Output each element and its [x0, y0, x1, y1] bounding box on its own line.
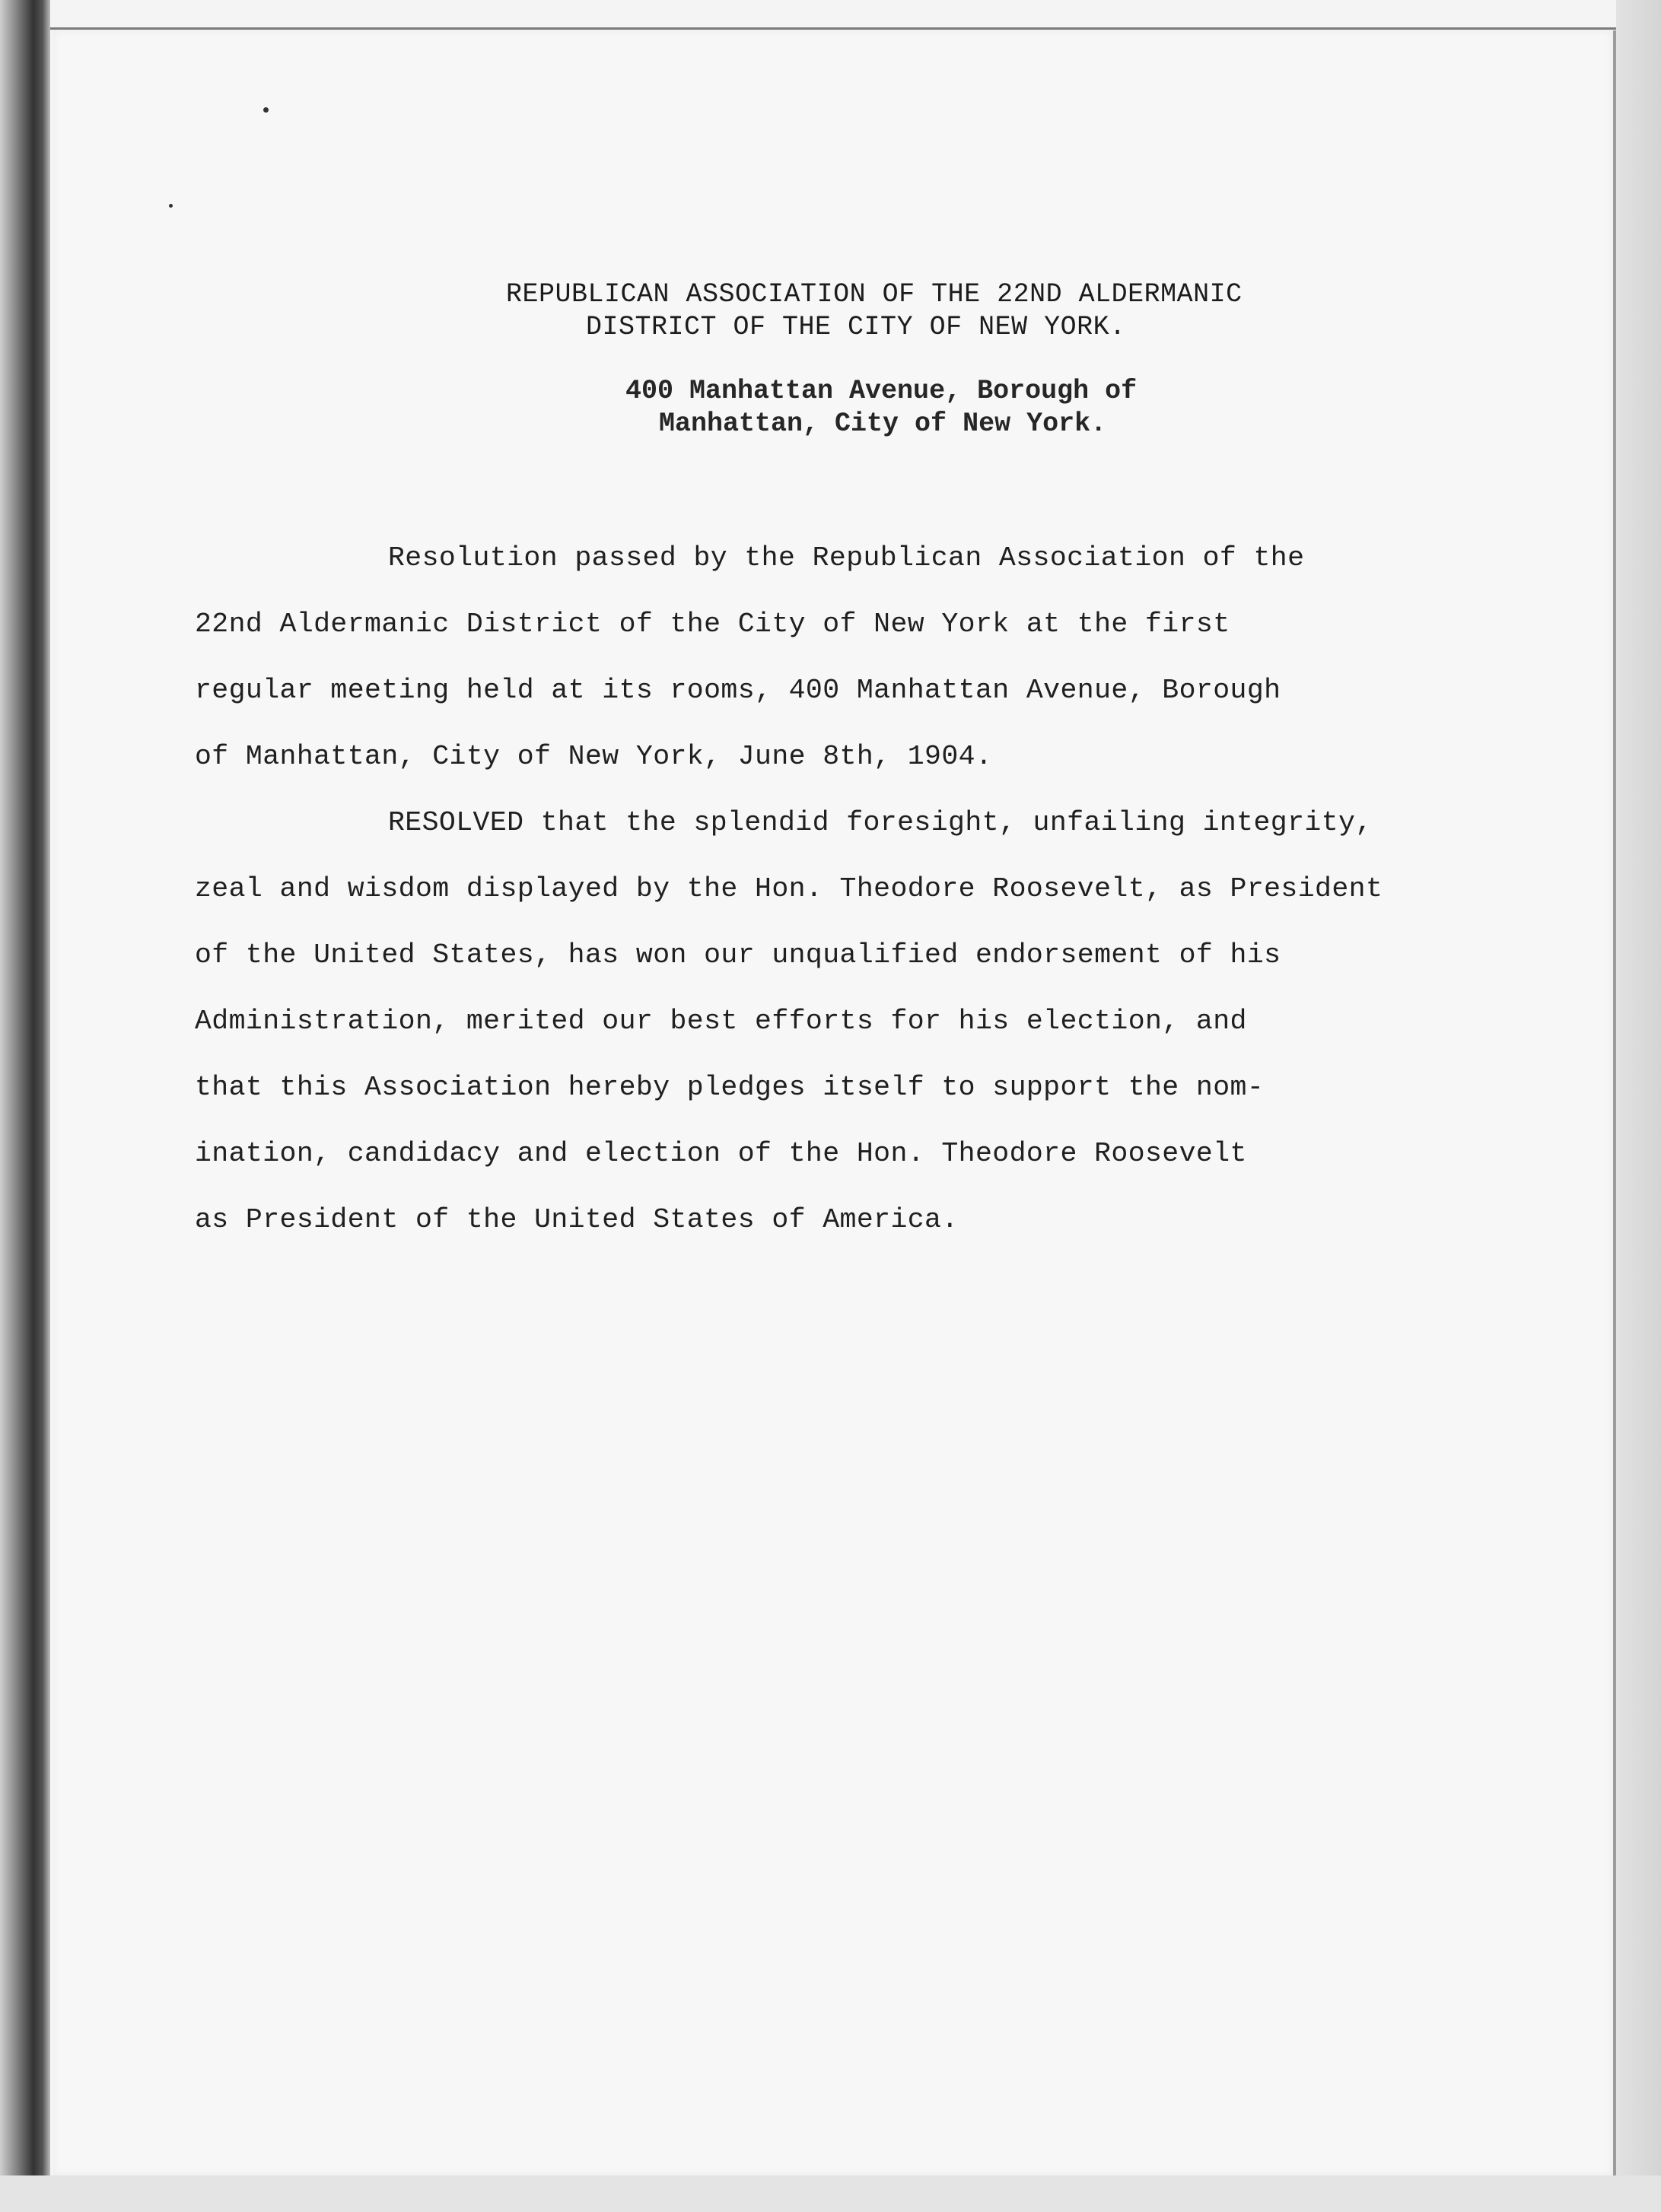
- address-line-1: 400 Manhattan Avenue, Borough of: [625, 376, 1138, 406]
- paragraph-line: regular meeting held at its rooms, 400 Manhattan Avenue, Borough: [195, 675, 1281, 706]
- paragraph-line: Administration, merited our best efforts for his election, and: [195, 1006, 1247, 1037]
- address-line-2: Manhattan, City of New York.: [659, 408, 1107, 439]
- paragraph-line: 22nd Aldermanic District of the City of New York at the first: [195, 609, 1230, 640]
- paragraph-line: of the United States, has won our unqualified endorsement of his: [195, 939, 1281, 971]
- paragraph-line: of Manhattan, City of New York, June 8th, 1904.: [195, 741, 993, 772]
- punch-mark-small: [169, 204, 173, 208]
- paragraph-line: ination, candidacy and election of the Hon. Theodore Roosevelt: [195, 1138, 1247, 1169]
- heading-line-1: REPUBLICAN ASSOCIATION OF THE 22ND ALDERMANIC: [506, 279, 1243, 310]
- paragraph-line: RESOLVED that the splendid foresight, unfailing integrity,: [388, 807, 1373, 838]
- page-top-edge: [50, 27, 1618, 30]
- bottom-margin: [0, 2175, 1661, 2212]
- paragraph-line: that this Association hereby pledges itself to support the nom-: [195, 1072, 1265, 1103]
- paragraph-line: Resolution passed by the Republican Association of the: [388, 542, 1305, 574]
- paragraph-line: as President of the United States of America.: [195, 1204, 959, 1235]
- paragraph-line: zeal and wisdom displayed by the Hon. Theodore Roosevelt, as President: [195, 873, 1383, 904]
- punch-mark: [263, 107, 269, 113]
- organization-address: [0, 372, 1661, 524]
- heading-line-2: DISTRICT OF THE CITY OF NEW YORK.: [586, 312, 1126, 342]
